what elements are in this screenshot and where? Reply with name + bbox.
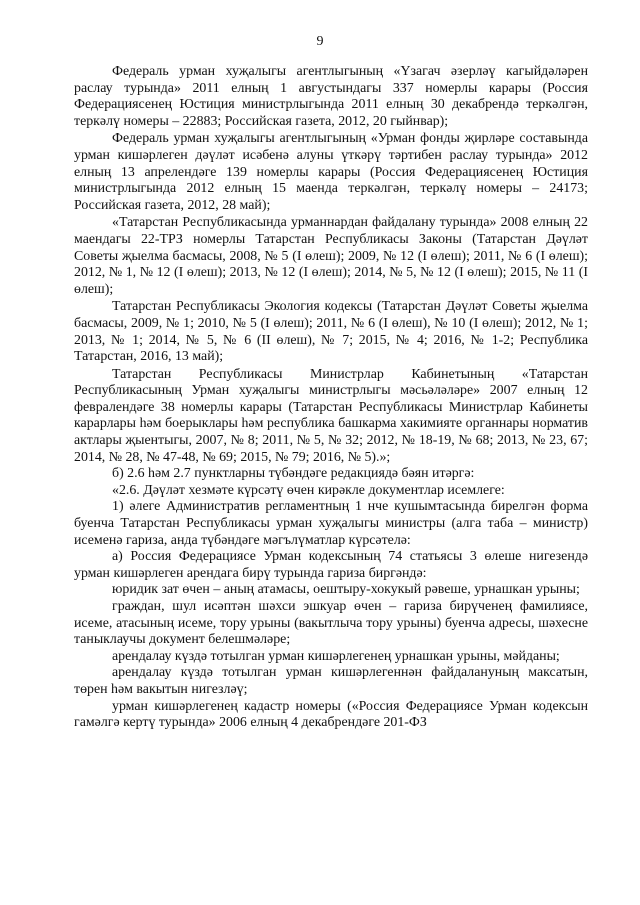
paragraph-6: б) 2.6 һәм 2.7 пунктларны түбәндәге редакциядә бәян итәргә: [112, 466, 475, 482]
paragraph-10: юридик зат өчен – аның атамасы, оештыру-хокукый рәвеше, урнашкан урыны; [112, 582, 580, 598]
document-body [74, 64, 588, 732]
paragraph-9: а) Россия Федерациясе Урман кодексының 74 статьясы 3 өлеше нигезендә урман кишәрлеген арендага бирү турында гариза биргәндә: [74, 549, 588, 581]
paragraph-14: урман кишәрлегенең кадастр номеры («Россия Федерациясе Урман кодексын гамәлгә кертү турында» 2006 елның 4 декабрендәге 201-ФЗ [74, 698, 588, 731]
paragraph-5: Татарстан Республикасы Министрлар Кабинетының «Татарстан Республикасының Урман хуҗалыгы министрлыгы мәсьәләләре» 2007 елның 12 февралендәге 38 номерлы карары (Татарстан Республикасы Министрлар Кабинеты карарлары һәм боерыклары һәм республика башкарма хакимияте органнары норматив актлары җыентыгы, 2007, № 8; 2011, № 5, № 32; 2012, № 18-19, № 68; 2013, № 23, 67; 2014, № 28, № 47-48, № 69; 2015, № 79; 2016, № 5).»; [74, 366, 588, 465]
paragraph-4: Татарстан Республикасы Экология кодексы (Татарстан Дәүләт Советы җыелма басмасы, 2009, № 1; 2010, № 5 (I өлеш); 2011, № 6 (I өлеш), № 10 (I өлеш); 2012, № 1; 2013, № 1; 2014, № 5, № 6 (II өлеш), № 7; 2015, № 4; 2016, № 1-2; Республика Татарстан, 2016, 13 май); [74, 299, 588, 365]
paragraph-2: Федераль урман хуҗалыгы агентлыгының «Урман фонды җирләре составында урман кишәрлеген дәүләт исәбенә алуны үткәрү тәртибен раслау турында» 2012 елның 13 апрелендәге 139 номерлы карары (Россия Федерациясенең Юстиция министрлыгында 2012 елның 15 маенда теркәлгән, теркәлү номеры – 24173; Российская газета, 2012, 28 май); [74, 131, 588, 213]
paragraph-8: 1) әлеге Административ регламентның 1 нче кушымтасында бирелгән форма буенча Татарстан Республикасы урман хуҗалыгы министры (алга таба – министр) исеменә гариза, анда түбәндәге мәгълүматлар күрсәтелә: [74, 499, 588, 548]
paragraph-1: Федераль урман хуҗалыгы агентлыгының «Үзагач әзерләү кагыйдәләрен раслау турында» 2011 елның 1 августындагы 337 номерлы карары (Россия Федерациясенең Юстиция министрлыгында 2011 елның 30 декабрендә теркәлгән, теркәлү номеры – 22883; Российская газета, 2012, 20 гыйнвар); [74, 64, 588, 129]
paragraph-3: «Татарстан Республикасында урманнардан файдалану турында» 2008 елның 22 маендагы 22-ТРЗ номерлы Татарстан Республикасы Законы (Татарстан Дәүләт Советы җыелма басмасы, 2008, № 5 (I өлеш); 2009, № 12 (I өлеш); 2011, № 6 (I өлеш); 2012, № 1, № 12 (I өлеш); 2013, № 12 (I өлеш); 2014, № 5, № 12 (I өлеш); 2015, № 11 (I өлеш); [74, 215, 588, 297]
paragraph-12: арендалау күздә тотылган урман кишәрлегенең урнашкан урыны, мәйданы; [112, 648, 560, 664]
paragraph-13: арендалау күздә тотылган урман кишәрлегеннән файдалануның максатын, төрен һәм вакытын нигезләү; [74, 665, 588, 697]
paragraph-7: «2.6. Дәүләт хезмәте күрсәтү өчен кирәкле документлар исемлеге: [112, 482, 505, 498]
paragraph-11: граждан, шул исәптән шәхси эшкуар өчен – гариза бирүченең фамилиясе, исеме, атасының исеме, тору урыны (вакытлыча тору урыны) буенча адресы, шәхесне таныклаучы документ белешмәләре; [74, 599, 588, 648]
page-number: 9 [316, 34, 324, 49]
